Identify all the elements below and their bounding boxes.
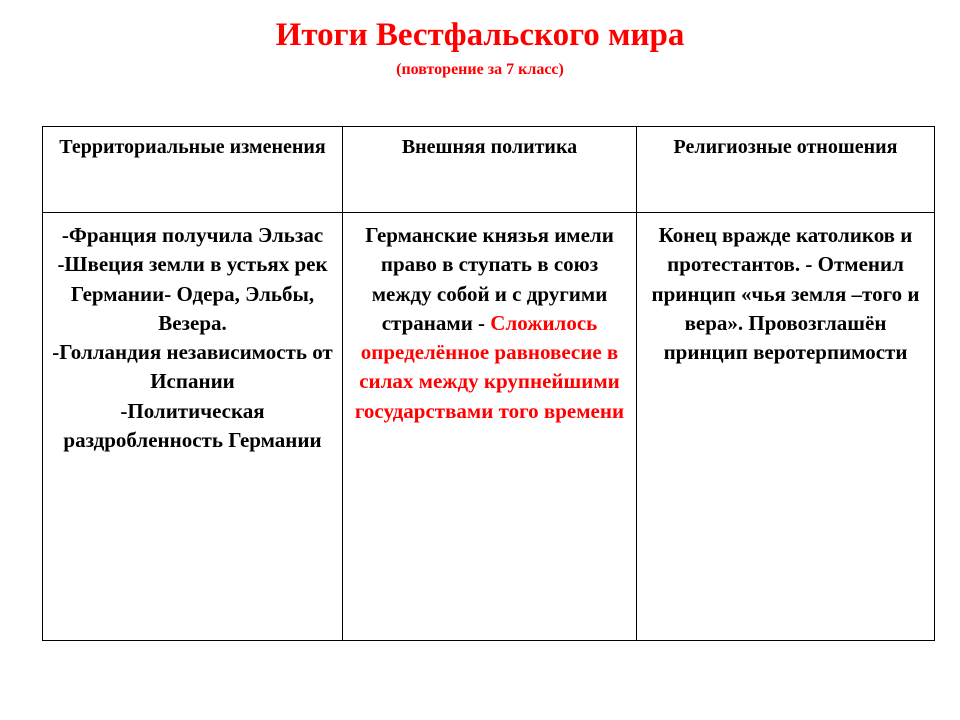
header-foreign-policy: Внешняя политика bbox=[343, 127, 637, 213]
territorial-item-france: -Франция получила Эльзас bbox=[61, 223, 324, 247]
foreign-policy-text: Германские князья имели право в ступать в союз между собой и с другими странами - bbox=[365, 223, 614, 335]
cell-territorial-changes bbox=[43, 213, 343, 641]
table-row bbox=[43, 213, 935, 641]
header-religious-relations: Религиозные отношения bbox=[637, 127, 935, 213]
territorial-item-germany: -Политическая раздробленность Германии bbox=[63, 398, 322, 453]
foreign-policy-balance-highlight: Сложилось определённое равновесие в силах между крупнейшими государствами того времени bbox=[354, 310, 625, 423]
territorial-item-sweden: -Швеция земли в устьях рек Германии- Одера, Эльбы, Везера. bbox=[57, 252, 328, 335]
cell-religious-relations bbox=[637, 213, 935, 641]
religious-relations-text: Конец вражде католиков и протестантов. - Отменил принцип «чья земля –того и вера». Провозглашён принцип веротерпимости bbox=[651, 223, 920, 365]
westphalia-results-table bbox=[42, 126, 935, 641]
territorial-item-holland: -Голландия независимость от Испании bbox=[52, 340, 333, 394]
cell-foreign-policy bbox=[343, 213, 637, 641]
slide-subtitle: (повторение за 7 класс) bbox=[396, 61, 564, 78]
table-header-row bbox=[43, 127, 935, 213]
header-territorial-changes: Территориальные изменения bbox=[43, 127, 343, 213]
slide-title: Итоги Вестфальского мира bbox=[275, 17, 685, 53]
